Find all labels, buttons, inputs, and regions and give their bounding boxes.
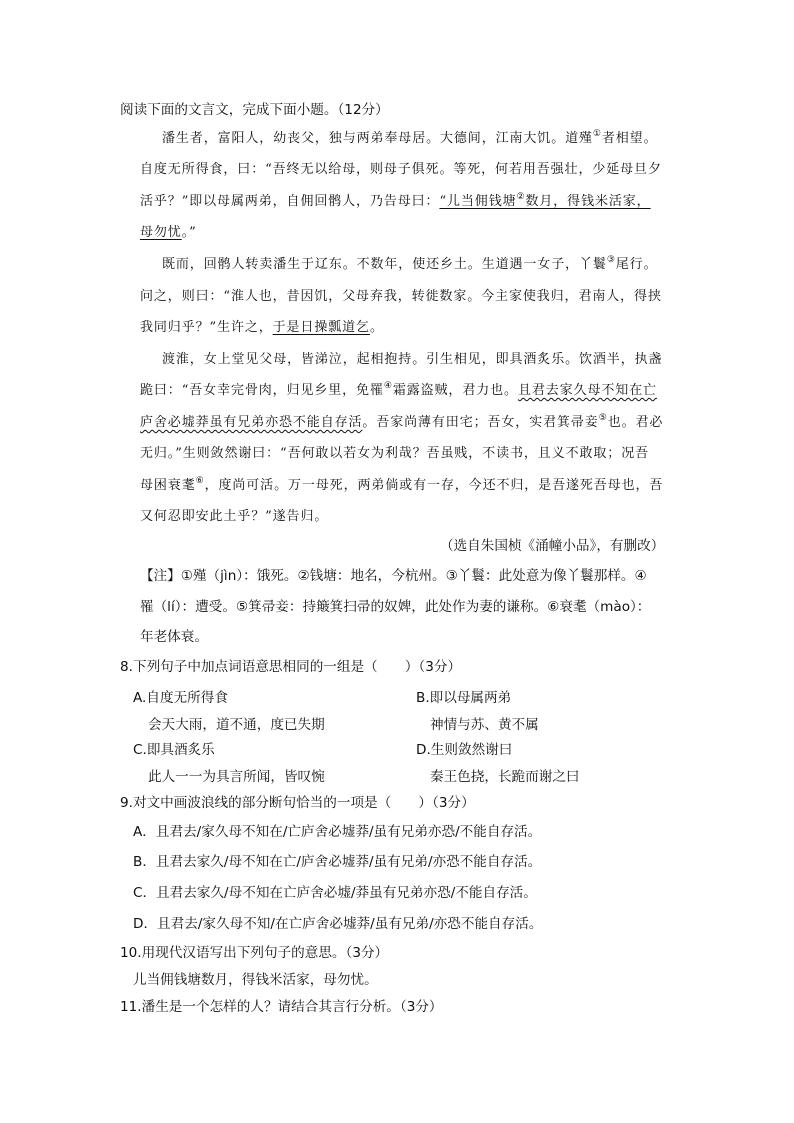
q8-option-d-pair: 秦王色挠，长跪而谢之曰 bbox=[430, 769, 580, 785]
passage-line: 潘生者，富阳人，幼丧父，独与两弟奉母居。大德间，江南大饥。道殣①者相望。 bbox=[162, 129, 658, 146]
passage-line: 庐舍必墟莽虽有兄弟亦恐不能自存活。吾家尚薄有田宅；吾女，实君箕帚妾⑤也。君必 bbox=[140, 413, 664, 430]
question-10-stem: 10.用现代汉语写出下列句子的意思。（3分） bbox=[120, 945, 389, 961]
question-9-stem: 9.对文中画波浪线的部分断句恰当的一项是（ ）（3分） bbox=[120, 795, 475, 811]
underlined-sentence: 母勿忧 bbox=[140, 225, 182, 240]
q8-option-b-pair: 神情与苏、黄不属 bbox=[430, 717, 539, 733]
wavy-underlined-text: 且君去家久母不知在亡 bbox=[517, 383, 657, 398]
footnote-marker: ① bbox=[592, 129, 602, 139]
notes-line: 罹（lí）：遭受。⑤箕帚妾：持簸箕扫帚的奴婢，此处作为妻的谦称。⑥衰耄（mào）： bbox=[140, 599, 651, 615]
source-citation: （选自朱国桢《涌幢小品》，有删改） bbox=[440, 538, 665, 554]
passage-line: 无归。”生则敛然谢曰：“吾何敢以若女为利哉？吾虽贱，不读书，且义不敢取；况吾 bbox=[140, 446, 649, 461]
question-11-stem: 11.潘生是一个怎样的人？请结合其言行分析。（3分） bbox=[120, 999, 443, 1015]
passage-line: 我同归乎？”生许之，于是日操瓢道乞。 bbox=[140, 320, 384, 335]
passage-line: 活乎？”即以母属两弟，自佣回鹘人，乃告母曰：“儿当佣钱塘②数月，得钱米活家， bbox=[140, 192, 651, 209]
q9-option-d: D．且君去/家久母不知/在亡庐舍必墟莽/虽有兄弟/亦恐不能自存活。 bbox=[133, 916, 543, 932]
passage-line: 问之，则曰：“淮人也，昔因饥，父母弃我，转徙数家。今主家使我归，君南人，得挟 bbox=[140, 289, 662, 304]
q9-option-b: B．且君去家久/母不知在亡/庐舍必墟莽/虽有兄弟/亦恐不能自存活。 bbox=[133, 854, 542, 870]
q8-option-a-pair: 会天大雨，道不通，度已失期 bbox=[148, 717, 325, 733]
passage-line: 既而，回鹘人转卖潘生于辽东。不数年，使还乡土。生道遇一女子，丫鬟③尾行。 bbox=[162, 255, 658, 272]
passage-line: 跪曰：“吾女幸完骨肉，归见乡里，免罹④霜露盗贼，君力也。且君去家久母不知在亡 bbox=[140, 381, 657, 398]
q8-option-a: A.自度无所得食 bbox=[133, 690, 228, 706]
section-heading: 阅读下面的文言文，完成下面小题。（12分） bbox=[120, 102, 389, 118]
passage-line: 自度无所得食，曰：“吾终无以给母，则母子俱死。等死，何若用吾强壮，少延母旦夕 bbox=[140, 162, 662, 177]
q9-option-a: A．且君去/家久母不知在/亡庐舍必墟莽/虽有兄弟亦恐/不能自存活。 bbox=[133, 824, 542, 840]
q10-sentence: 儿当佣钱塘数月，得钱米活家，母勿忧。 bbox=[133, 972, 378, 988]
question-8-stem: 8.下列句子中加点词语意思相同的一组是（ ）（3分） bbox=[120, 659, 462, 675]
passage-line: 母困衰耄⑥，度尚可活。万一母死，两弟倘或有一存，今还不归，是吾遂死吾母也，吾 bbox=[140, 476, 664, 493]
notes-line: 年老体衰。 bbox=[140, 629, 208, 645]
footnote-marker: ⑤ bbox=[598, 413, 608, 423]
footnote-marker: ② bbox=[516, 192, 526, 202]
footnote-marker: ④ bbox=[383, 381, 393, 391]
q8-option-c: C.即具酒炙乐 bbox=[133, 742, 215, 758]
passage-line: 母勿忧。” bbox=[140, 225, 197, 240]
underlined-sentence: “儿当佣钱塘②数月，得钱米活家， bbox=[439, 192, 651, 209]
footnote-marker: ③ bbox=[606, 255, 616, 265]
q9-option-c: C．且君去家久/母不知在亡庐舍必墟/莽虽有兄弟亦恐/不能自存活。 bbox=[133, 885, 537, 901]
underlined-sentence: 于是日操瓢道乞 bbox=[272, 320, 370, 335]
passage-line: 渡淮，女上堂见父母，皆涕泣，起相抱持。引生相见，即具酒炙乐。饮酒半，执盏 bbox=[162, 352, 663, 367]
passage-line: 又何忍即安此土乎？”遂告归。 bbox=[140, 509, 329, 524]
q8-option-b: B.即以母属两弟 bbox=[416, 690, 512, 706]
q8-option-d: D.生则敛然谢曰 bbox=[416, 742, 513, 758]
footnote-marker: ⑥ bbox=[195, 476, 205, 486]
notes-line: 【注】①殣（jìn）：饿死。②钱塘：地名，今杭州。③丫鬟：此处意为像丫鬟那样。④ bbox=[140, 568, 647, 584]
wavy-underlined-text: 庐舍必墟莽虽有兄弟亦恐不能自存活 bbox=[140, 415, 363, 430]
q8-option-c-pair: 此人一一为具言所闻，皆叹惋 bbox=[148, 769, 325, 785]
